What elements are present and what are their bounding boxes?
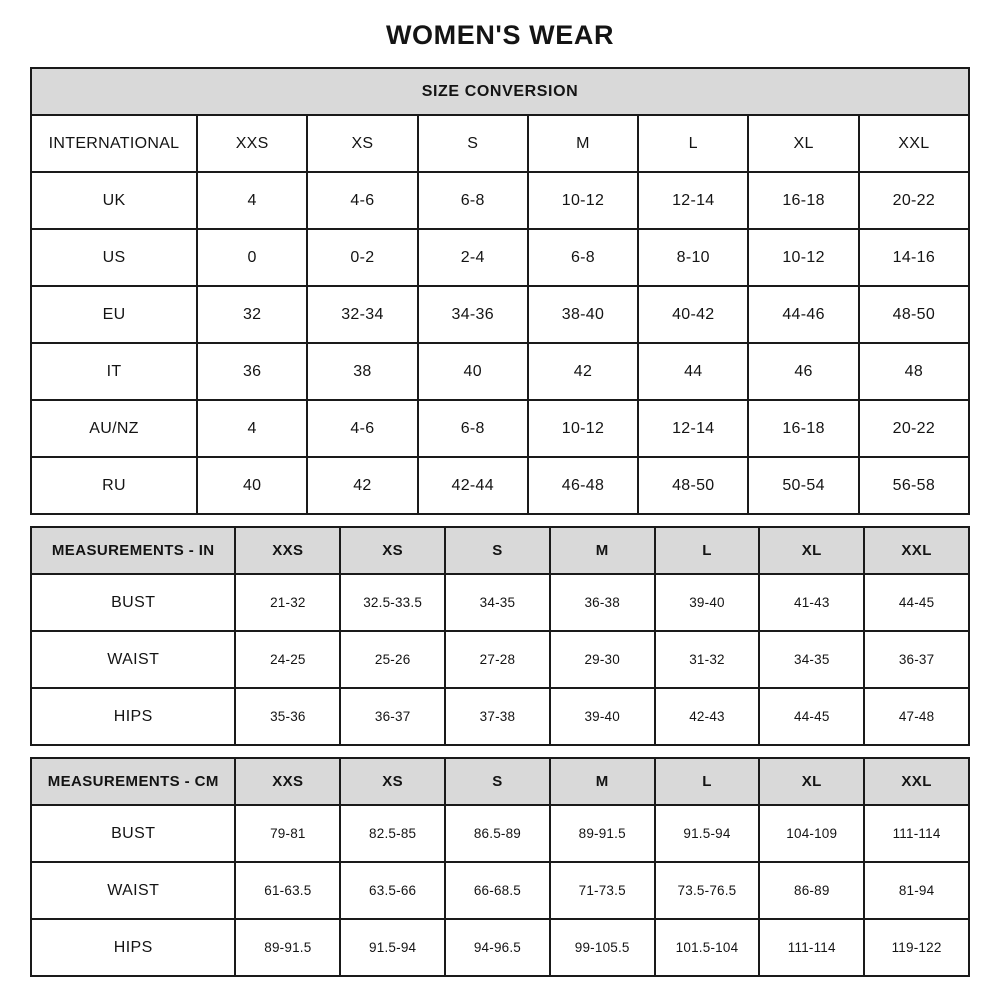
- measurements-title-cell: MEASUREMENTS - IN: [31, 527, 235, 574]
- measurements-in-table: [30, 526, 970, 746]
- measurement-value-cell: 86-89: [759, 862, 864, 919]
- region-label-cell: US: [31, 229, 197, 286]
- measurement-label-cell: BUST: [31, 805, 235, 862]
- measurement-label-cell: WAIST: [31, 631, 235, 688]
- table-row: [31, 688, 969, 745]
- size-value-cell: 46: [748, 343, 858, 400]
- size-value-cell: 32-34: [307, 286, 417, 343]
- size-value-cell: 4: [197, 400, 307, 457]
- measurement-value-cell: 89-91.5: [550, 805, 655, 862]
- table-row: [31, 758, 969, 805]
- size-column-header: XXS: [235, 758, 340, 805]
- measurement-value-cell: 24-25: [235, 631, 340, 688]
- table-row: [31, 457, 969, 514]
- measurement-label-cell: BUST: [31, 574, 235, 631]
- size-value-cell: 16-18: [748, 400, 858, 457]
- measurement-value-cell: 71-73.5: [550, 862, 655, 919]
- size-column-header: XXL: [859, 115, 969, 172]
- table-row: [31, 400, 969, 457]
- region-label-cell: IT: [31, 343, 197, 400]
- size-value-cell: 10-12: [528, 172, 638, 229]
- size-value-cell: 20-22: [859, 400, 969, 457]
- size-column-header: XXS: [197, 115, 307, 172]
- size-value-cell: 8-10: [638, 229, 748, 286]
- size-value-cell: 14-16: [859, 229, 969, 286]
- region-label-cell: EU: [31, 286, 197, 343]
- size-column-header: M: [550, 527, 655, 574]
- measurement-value-cell: 91.5-94: [655, 805, 760, 862]
- measurement-value-cell: 21-32: [235, 574, 340, 631]
- size-column-header: XL: [759, 758, 864, 805]
- table-row: [31, 343, 969, 400]
- size-value-cell: 36: [197, 343, 307, 400]
- measurement-label-cell: HIPS: [31, 688, 235, 745]
- table-row: [31, 527, 969, 574]
- table-row: [31, 919, 969, 976]
- table-title-row: [31, 68, 969, 115]
- measurement-value-cell: 34-35: [445, 574, 550, 631]
- size-value-cell: 40: [418, 343, 528, 400]
- size-column-header: XXS: [235, 527, 340, 574]
- measurement-value-cell: 36-37: [340, 688, 445, 745]
- size-value-cell: 42: [528, 343, 638, 400]
- size-column-header: S: [418, 115, 528, 172]
- measurement-value-cell: 73.5-76.5: [655, 862, 760, 919]
- measurement-value-cell: 36-38: [550, 574, 655, 631]
- measurements-cm-table: [30, 757, 970, 977]
- measurement-value-cell: 111-114: [864, 805, 969, 862]
- column-header-label: INTERNATIONAL: [31, 115, 197, 172]
- measurement-value-cell: 99-105.5: [550, 919, 655, 976]
- size-value-cell: 48-50: [859, 286, 969, 343]
- size-column-header: XL: [748, 115, 858, 172]
- measurement-value-cell: 119-122: [864, 919, 969, 976]
- size-column-header: L: [638, 115, 748, 172]
- measurement-value-cell: 39-40: [550, 688, 655, 745]
- size-value-cell: 42-44: [418, 457, 528, 514]
- measurement-value-cell: 35-36: [235, 688, 340, 745]
- table-row: [31, 115, 969, 172]
- measurement-value-cell: 39-40: [655, 574, 760, 631]
- size-value-cell: 44: [638, 343, 748, 400]
- size-column-header: XS: [340, 527, 445, 574]
- size-column-header: XXL: [864, 527, 969, 574]
- measurement-value-cell: 36-37: [864, 631, 969, 688]
- size-column-header: XL: [759, 527, 864, 574]
- size-conversion-table: [30, 67, 970, 515]
- measurement-value-cell: 47-48: [864, 688, 969, 745]
- size-value-cell: 6-8: [418, 400, 528, 457]
- measurement-value-cell: 79-81: [235, 805, 340, 862]
- size-value-cell: 38-40: [528, 286, 638, 343]
- measurement-value-cell: 91.5-94: [340, 919, 445, 976]
- size-value-cell: 32: [197, 286, 307, 343]
- size-value-cell: 6-8: [528, 229, 638, 286]
- measurement-value-cell: 25-26: [340, 631, 445, 688]
- table-row: [31, 286, 969, 343]
- size-column-header: XS: [307, 115, 417, 172]
- size-value-cell: 4-6: [307, 400, 417, 457]
- size-value-cell: 48: [859, 343, 969, 400]
- size-value-cell: 2-4: [418, 229, 528, 286]
- size-column-header: M: [528, 115, 638, 172]
- table-row: [31, 631, 969, 688]
- measurement-value-cell: 34-35: [759, 631, 864, 688]
- size-value-cell: 0: [197, 229, 307, 286]
- size-value-cell: 44-46: [748, 286, 858, 343]
- measurement-value-cell: 104-109: [759, 805, 864, 862]
- size-value-cell: 56-58: [859, 457, 969, 514]
- size-value-cell: 42: [307, 457, 417, 514]
- measurement-value-cell: 111-114: [759, 919, 864, 976]
- measurement-value-cell: 89-91.5: [235, 919, 340, 976]
- measurement-value-cell: 44-45: [759, 688, 864, 745]
- measurement-label-cell: WAIST: [31, 862, 235, 919]
- measurement-value-cell: 66-68.5: [445, 862, 550, 919]
- table-row: [31, 574, 969, 631]
- table-row: [31, 862, 969, 919]
- size-column-header: XS: [340, 758, 445, 805]
- size-value-cell: 20-22: [859, 172, 969, 229]
- measurement-value-cell: 101.5-104: [655, 919, 760, 976]
- size-value-cell: 0-2: [307, 229, 417, 286]
- measurement-value-cell: 94-96.5: [445, 919, 550, 976]
- size-column-header: L: [655, 527, 760, 574]
- size-value-cell: 10-12: [528, 400, 638, 457]
- size-value-cell: 40: [197, 457, 307, 514]
- measurement-value-cell: 82.5-85: [340, 805, 445, 862]
- measurement-value-cell: 86.5-89: [445, 805, 550, 862]
- region-label-cell: UK: [31, 172, 197, 229]
- size-value-cell: 12-14: [638, 172, 748, 229]
- measurement-value-cell: 81-94: [864, 862, 969, 919]
- size-value-cell: 50-54: [748, 457, 858, 514]
- size-value-cell: 12-14: [638, 400, 748, 457]
- measurement-value-cell: 29-30: [550, 631, 655, 688]
- region-label-cell: RU: [31, 457, 197, 514]
- size-value-cell: 6-8: [418, 172, 528, 229]
- size-value-cell: 38: [307, 343, 417, 400]
- size-value-cell: 4: [197, 172, 307, 229]
- measurement-value-cell: 31-32: [655, 631, 760, 688]
- table-row: [31, 229, 969, 286]
- size-value-cell: 40-42: [638, 286, 748, 343]
- size-value-cell: 4-6: [307, 172, 417, 229]
- measurement-value-cell: 37-38: [445, 688, 550, 745]
- measurement-value-cell: 27-28: [445, 631, 550, 688]
- measurement-value-cell: 61-63.5: [235, 862, 340, 919]
- measurement-label-cell: HIPS: [31, 919, 235, 976]
- size-value-cell: 34-36: [418, 286, 528, 343]
- size-column-header: S: [445, 527, 550, 574]
- size-column-header: XXL: [864, 758, 969, 805]
- measurement-value-cell: 42-43: [655, 688, 760, 745]
- size-column-header: S: [445, 758, 550, 805]
- size-column-header: M: [550, 758, 655, 805]
- size-value-cell: 10-12: [748, 229, 858, 286]
- size-value-cell: 46-48: [528, 457, 638, 514]
- measurement-value-cell: 63.5-66: [340, 862, 445, 919]
- table-row: [31, 805, 969, 862]
- measurement-value-cell: 41-43: [759, 574, 864, 631]
- measurement-value-cell: 44-45: [864, 574, 969, 631]
- size-value-cell: 48-50: [638, 457, 748, 514]
- table-title-cell: SIZE CONVERSION: [31, 68, 969, 115]
- page-title: WOMEN'S WEAR: [385, 20, 615, 50]
- size-value-cell: 16-18: [748, 172, 858, 229]
- region-label-cell: AU/NZ: [31, 400, 197, 457]
- size-column-header: L: [655, 758, 760, 805]
- measurements-title-cell: MEASUREMENTS - CM: [31, 758, 235, 805]
- table-row: [31, 172, 969, 229]
- measurement-value-cell: 32.5-33.5: [340, 574, 445, 631]
